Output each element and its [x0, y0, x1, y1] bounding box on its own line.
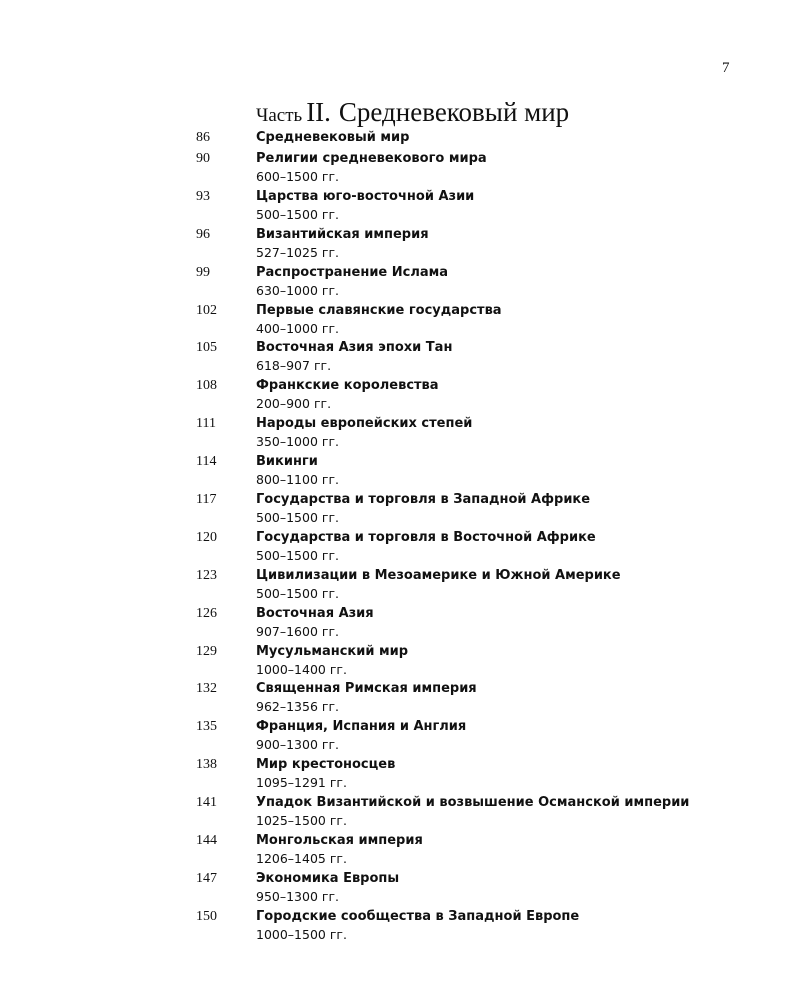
toc-title: Первые славянские государства: [256, 302, 502, 318]
toc-title: Государства и торговля в Восточной Африке: [256, 529, 596, 545]
part-numeral: II.: [306, 97, 331, 127]
toc-page-number: 144: [196, 833, 217, 849]
toc-years: 500–1500 гг.: [256, 585, 340, 601]
toc-years: 500–1500 гг.: [256, 510, 340, 526]
toc-page-number: 120: [196, 529, 217, 545]
toc-years: 1000–1500 гг.: [256, 926, 347, 942]
toc-entry[interactable]: [0, 794, 800, 832]
toc-page-number: 93: [196, 188, 210, 204]
toc-title: Викинги: [256, 454, 318, 470]
toc-page-number: 99: [196, 264, 210, 280]
toc-entry[interactable]: [0, 567, 800, 605]
toc-years: 500–1500 гг.: [256, 206, 340, 222]
toc-years: 907–1600 гг.: [256, 623, 340, 639]
toc-title: Франция, Испания и Англия: [256, 719, 467, 735]
toc-years: 950–1300 гг.: [256, 888, 340, 904]
toc-page-number: 129: [196, 643, 217, 659]
toc-title: Народы европейских степей: [256, 416, 473, 432]
toc-entry[interactable]: [0, 680, 800, 718]
toc-years: 600–1500 гг.: [256, 169, 340, 184]
toc-years: 962–1356 гг.: [256, 699, 340, 715]
toc-page-number: 150: [196, 908, 217, 924]
toc-entry[interactable]: [0, 453, 800, 491]
toc-entry[interactable]: [0, 870, 800, 908]
toc-years: 200–900 гг.: [256, 396, 332, 412]
toc-entry[interactable]: [0, 188, 800, 226]
toc-entry[interactable]: [0, 226, 800, 264]
toc-page-number: 111: [196, 416, 216, 432]
toc-entry[interactable]: [0, 415, 800, 453]
toc-title: Городские сообщества в Западной Европе: [256, 908, 580, 924]
toc-page-number: 132: [196, 681, 217, 697]
toc-entry[interactable]: [0, 643, 800, 681]
toc-page-number: 102: [196, 302, 217, 318]
toc-entry[interactable]: [0, 339, 800, 377]
toc-years: 527–1025 гг.: [256, 244, 340, 260]
toc-years: 900–1300 гг.: [256, 737, 340, 753]
toc-entry[interactable]: [0, 129, 800, 150]
toc-page-number: 114: [196, 454, 217, 470]
toc-title: Упадок Византийской и возвышение Османской империи: [256, 795, 690, 811]
toc-page-number: 138: [196, 757, 217, 773]
toc-title: Монгольская империя: [256, 833, 423, 849]
toc-page-number: 123: [196, 567, 217, 583]
toc-entry[interactable]: [0, 491, 800, 529]
toc-page-number: 141: [196, 795, 217, 811]
toc-entry[interactable]: [0, 908, 800, 946]
toc-title: Средневековый мир: [256, 130, 410, 145]
toc-title: Византийская империя: [256, 226, 429, 242]
toc-title: Священная Римская империя: [256, 681, 477, 697]
part-prefix: Часть: [256, 105, 303, 126]
toc-page-number: 135: [196, 719, 217, 735]
part-name: Средневековый мир: [338, 97, 570, 127]
toc-years: 1000–1400 гг.: [256, 661, 347, 677]
toc-page-number: 105: [196, 340, 217, 356]
toc-title: Экономика Европы: [256, 870, 400, 886]
toc-title: Цивилизации в Мезоамерике и Южной Америке: [256, 567, 621, 583]
toc-years: 1206–1405 гг.: [256, 851, 347, 867]
part-title: [256, 92, 569, 129]
toc-entry[interactable]: [0, 377, 800, 415]
toc-title: Государства и торговля в Западной Африке: [256, 492, 591, 508]
toc-years: 800–1100 гг.: [256, 472, 340, 488]
toc-years: 1095–1291 гг.: [256, 775, 347, 791]
toc-years: 630–1000 гг.: [256, 282, 340, 298]
toc-entry[interactable]: [0, 756, 800, 794]
toc-entry[interactable]: [0, 718, 800, 756]
toc-years: 1025–1500 гг.: [256, 813, 347, 829]
toc-years: 400–1000 гг.: [256, 320, 340, 336]
toc-entry[interactable]: [0, 529, 800, 567]
toc-years: 618–907 гг.: [256, 358, 332, 374]
toc-entry[interactable]: [0, 302, 800, 340]
toc-page-number: 126: [196, 605, 217, 621]
toc-entry[interactable]: [0, 150, 800, 188]
toc-page-number: 86: [196, 130, 210, 145]
toc-title: Франкские королевства: [256, 378, 439, 394]
toc-page-number: 108: [196, 378, 217, 394]
toc-title: Мусульманский мир: [256, 643, 409, 659]
toc-entry[interactable]: [0, 264, 800, 302]
toc-title: Религии средневекового мира: [256, 151, 487, 166]
toc-page-number: 147: [196, 870, 217, 886]
toc-entry[interactable]: [0, 832, 800, 870]
toc-page-number: 96: [196, 226, 210, 242]
toc-entry[interactable]: [0, 605, 800, 643]
toc-years: 500–1500 гг.: [256, 547, 340, 563]
toc-title: Восточная Азия эпохи Тан: [256, 340, 453, 356]
toc-page-number: 90: [196, 151, 210, 166]
page-number: 7: [722, 60, 730, 76]
toc-page-number: 117: [196, 492, 217, 508]
toc-title: Распространение Ислама: [256, 264, 449, 280]
table-of-contents: [0, 129, 800, 946]
toc-title: Царства юго-восточной Азии: [256, 188, 475, 204]
toc-title: Восточная Азия: [256, 605, 374, 621]
toc-title: Мир крестоносцев: [256, 757, 396, 773]
toc-years: 350–1000 гг.: [256, 434, 340, 450]
